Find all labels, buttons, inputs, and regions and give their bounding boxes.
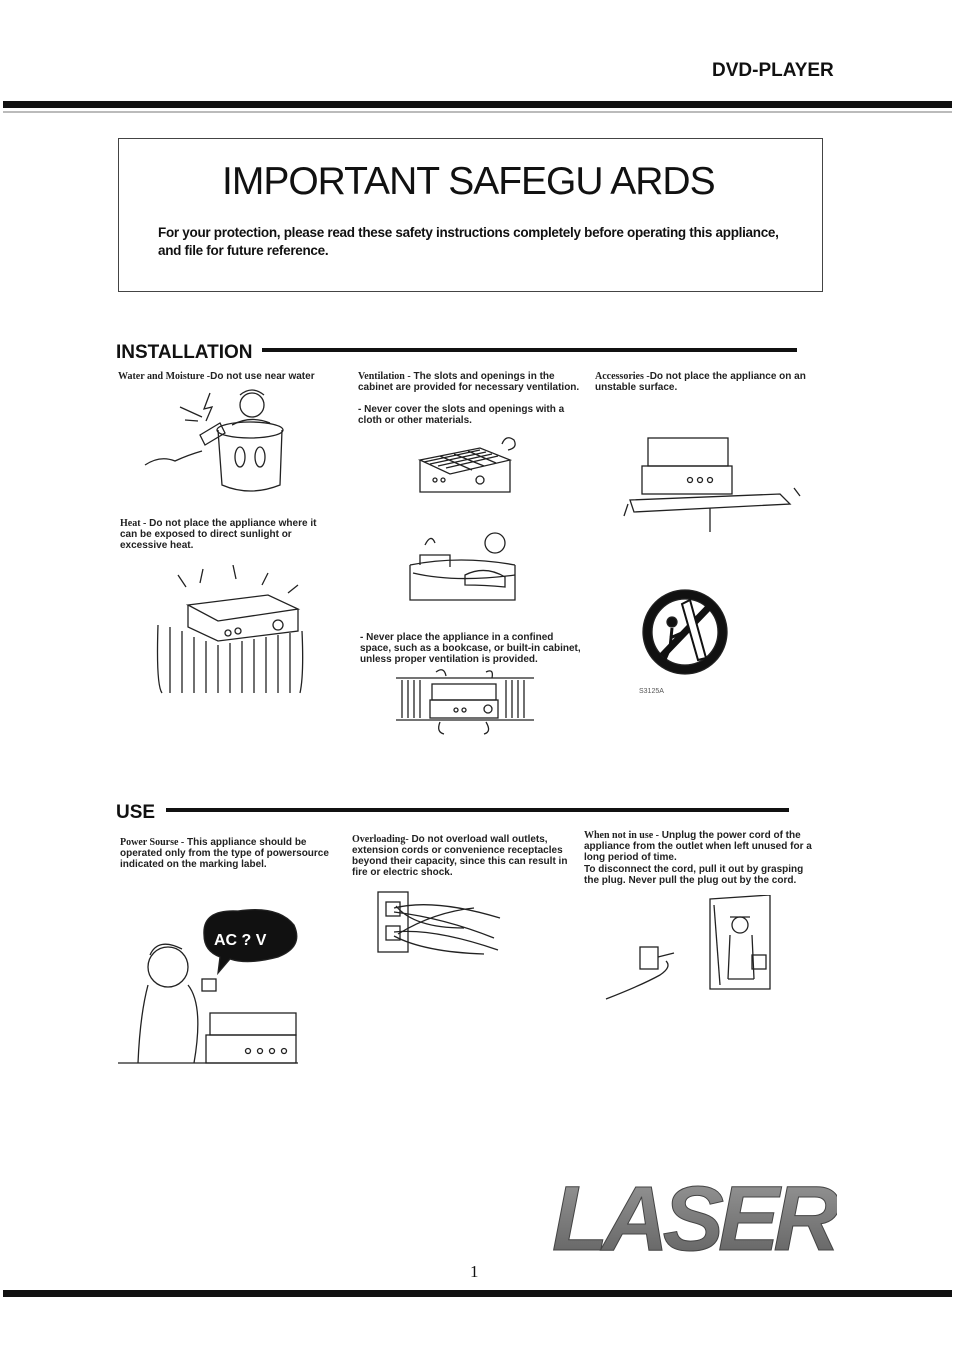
laser-logo-wordmark: LASER: [552, 1172, 834, 1270]
overloading-caption-text: Do not overload wall outlets, extension cords or convenience receptacles beyond their capacity, since this can result in fire or electric shock.: [352, 834, 568, 878]
header-rule-shadow: [3, 111, 952, 113]
safeguards-intro: For your protection, please read these safety instructions completely before operating this appliance, and file for future reference.: [158, 225, 779, 258]
water-caption-label: Water and Moisture -: [118, 371, 211, 382]
accessories-caption-label: Accessories -: [595, 371, 650, 382]
document-header-title: DVD-PLAYER: [712, 60, 834, 81]
accessories-table-illustration: [620, 430, 805, 535]
ventilation-covered-illustration: [410, 430, 520, 500]
power-source-illustration: [118, 905, 303, 1065]
cart-warning-code: S3125A: [639, 688, 664, 695]
use-heading: USE: [116, 802, 156, 823]
use-heading-rule: [166, 808, 789, 812]
overloading-caption: [352, 834, 574, 878]
footer-rule: [3, 1290, 952, 1297]
accessories-caption-text: Do not place the appliance on an unstable surface.: [595, 371, 806, 393]
installation-heading-rule: [262, 348, 797, 352]
unplug-illustration: [602, 895, 777, 1003]
cart-warning-illustration: [640, 582, 730, 700]
unplug-caption: [584, 830, 812, 863]
water-caption-text: Do not use near water: [210, 371, 315, 382]
heat-caption-label: Heat -: [120, 518, 147, 529]
water-illustration: [140, 385, 290, 497]
unplug-note: To disconnect the cord, pull it out by grasping the plug. Never pull the plug out by the cord.: [584, 864, 804, 886]
heat-caption-text: Do not place the appliance where it can be exposed to direct sunlight or excessive heat.: [120, 518, 317, 551]
confined-space-caption: - Never place the appliance in a confined space, such as a bookcase, or built-in cabinet, unless proper ventilation is provided.: [360, 632, 581, 665]
ventilation-caption: [358, 371, 583, 393]
voltage-question-bubble: AC ? V: [214, 932, 267, 949]
header-rule: [3, 101, 952, 108]
bookcase-illustration: [396, 668, 536, 736]
safeguards-title: IMPORTANT SAFEGU ARDS: [222, 160, 715, 203]
water-caption: [118, 371, 338, 382]
overloading-illustration: [374, 888, 504, 958]
ventilation-caption-label: Ventilation -: [358, 371, 411, 382]
power-source-caption: [120, 837, 335, 870]
ventilation-note: - Never cover the slots and openings with a cloth or other materials.: [358, 404, 565, 426]
power-source-caption-text: This appliance should be operated only from the type of powersource indicated on the marking label.: [120, 837, 329, 870]
installation-heading: INSTALLATION: [116, 342, 253, 363]
overloading-caption-label: Overloading-: [352, 834, 409, 845]
heat-caption: [120, 518, 335, 551]
heat-radiator-illustration: [148, 565, 318, 695]
accessories-caption: [595, 371, 820, 393]
page-number: 1: [470, 1262, 479, 1281]
laser-logo: [552, 1172, 837, 1272]
power-source-caption-label: Power Sourse -: [120, 837, 185, 848]
ventilation-caption-text: The slots and openings in the cabinet are provided for necessary ventilation.: [358, 371, 580, 393]
unplug-caption-text: Unplug the power cord of the appliance from the outlet when left unused for a long period of time.: [584, 830, 812, 863]
unplug-caption-label: When not in use -: [584, 830, 660, 841]
ventilation-sofa-illustration: [405, 525, 520, 605]
